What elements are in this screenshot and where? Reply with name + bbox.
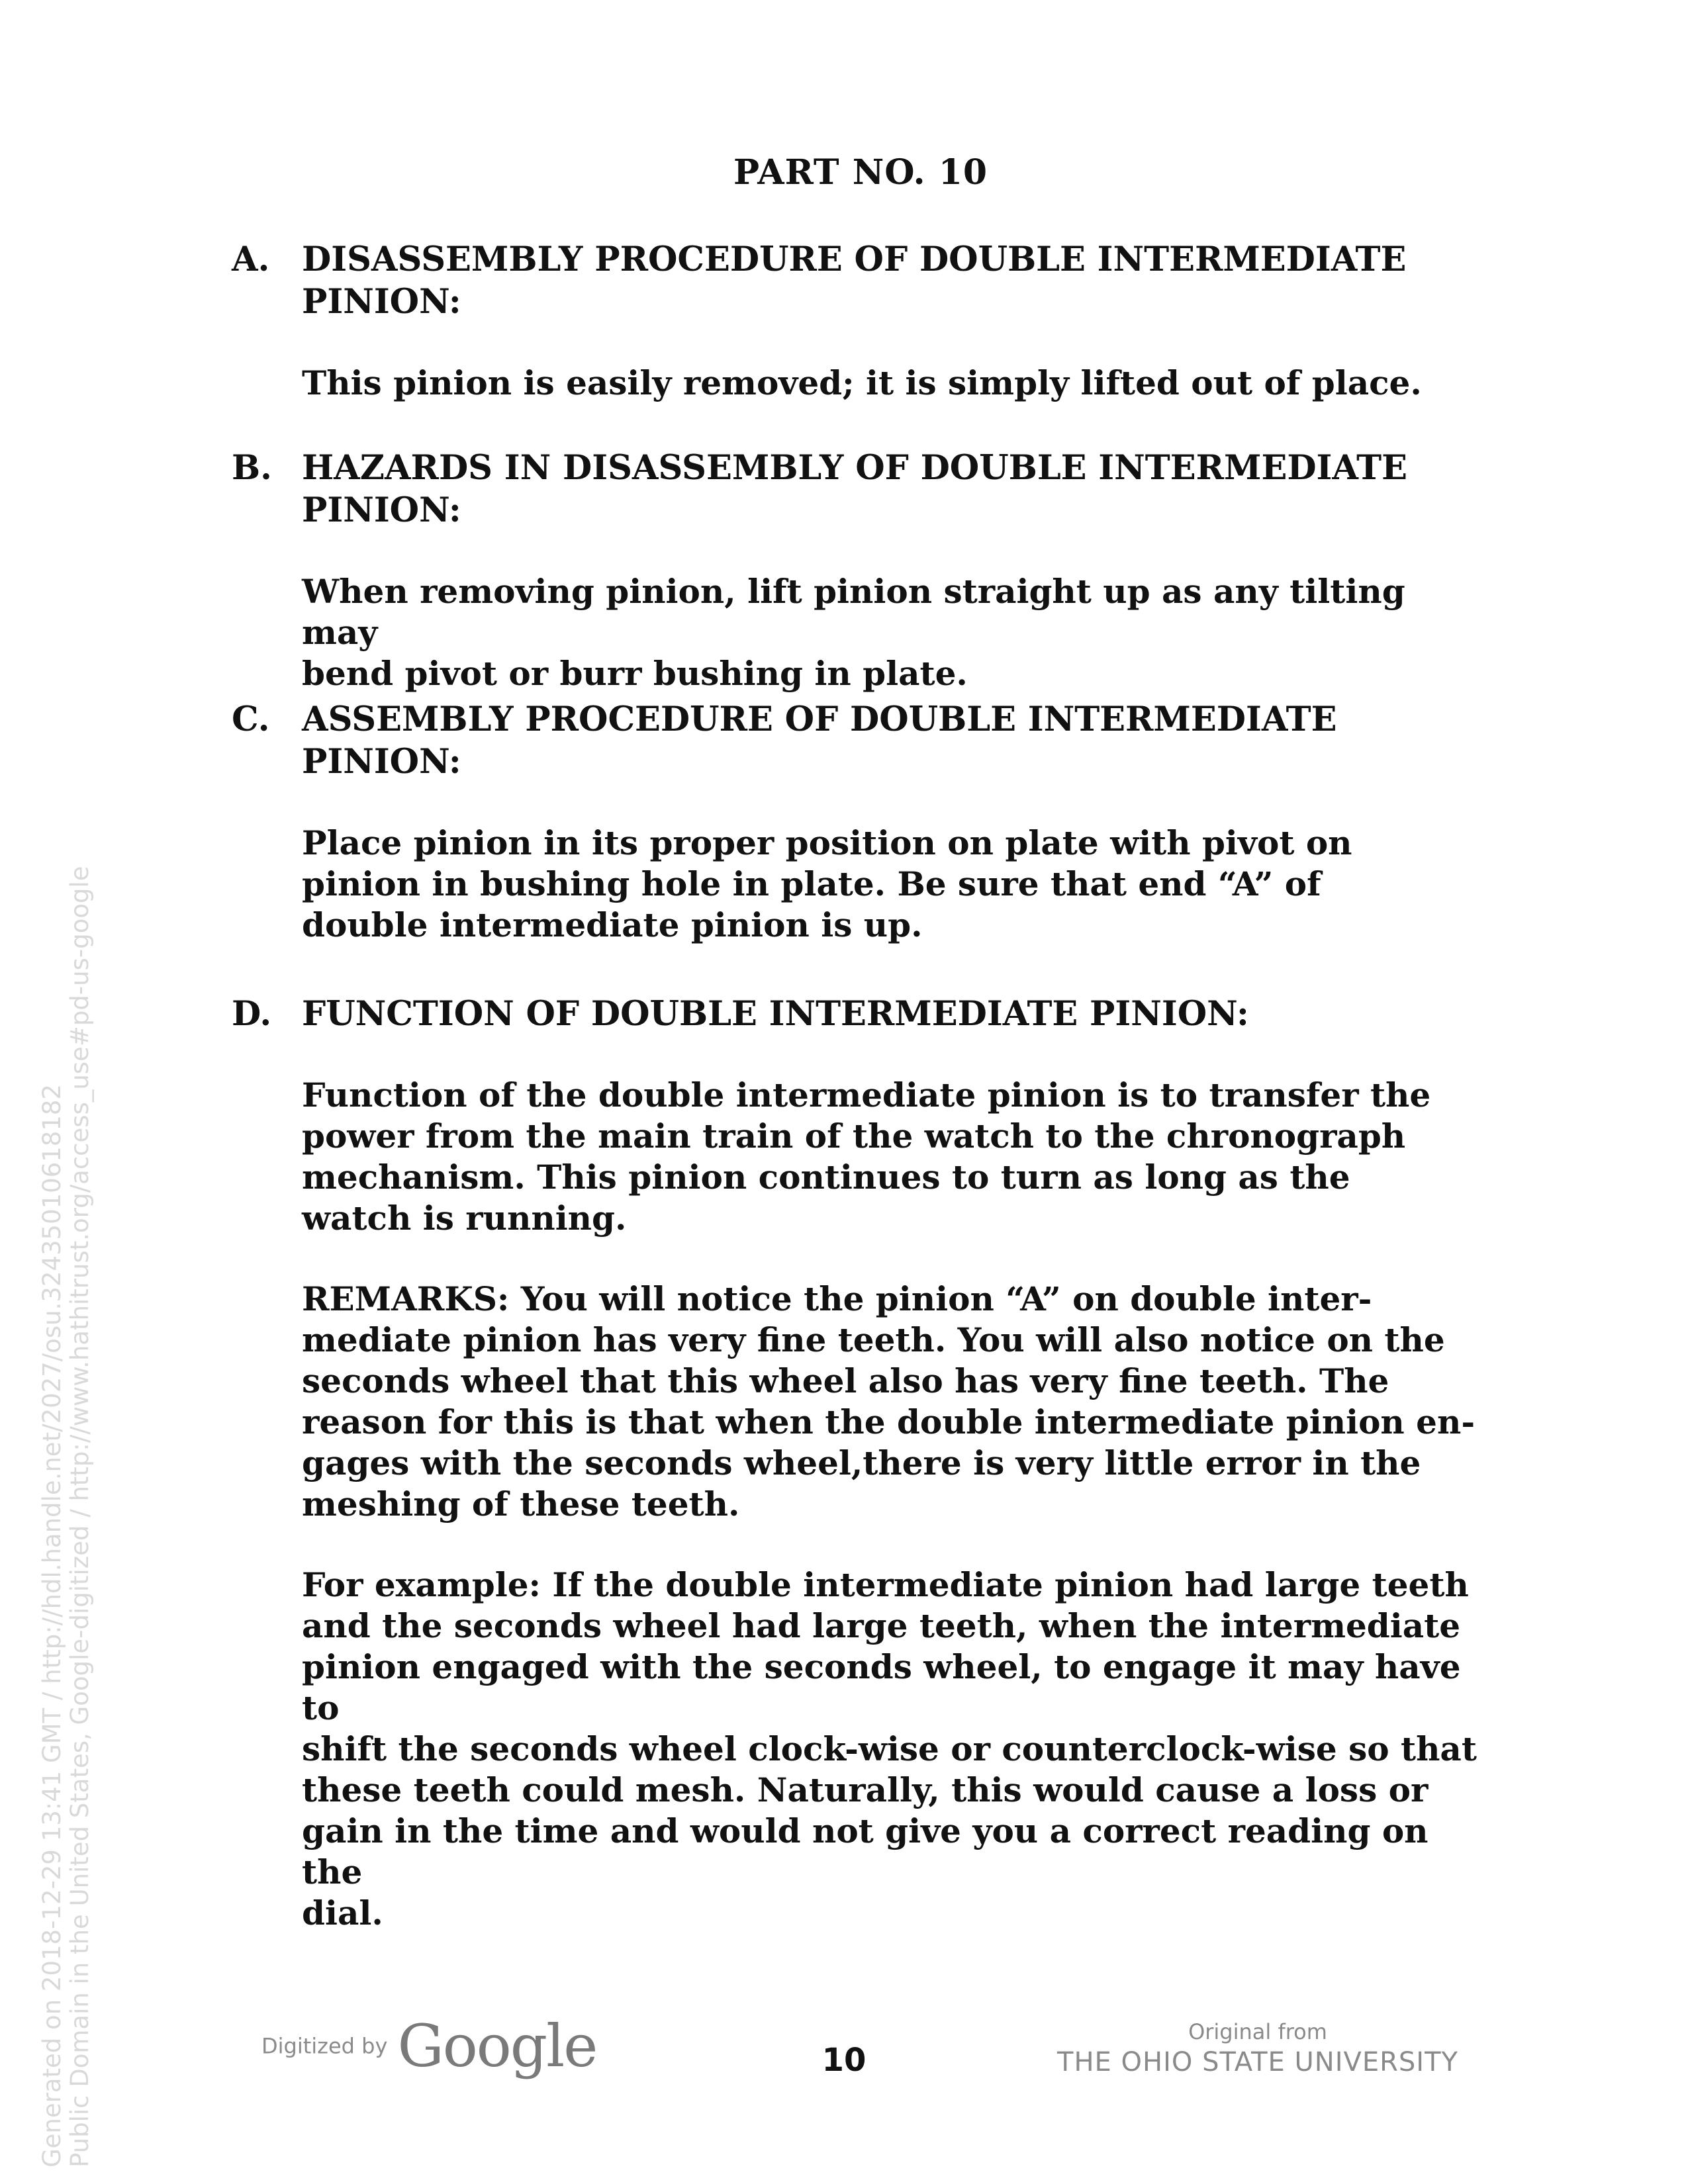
section-a-letter: A. (232, 240, 270, 279)
section-a-heading (232, 238, 1489, 323)
section-a-paragraph-1: This pinion is easily removed; it is simply lifted out of place. (302, 363, 1422, 402)
digitized-by-label: Digitized by (261, 2033, 388, 2059)
section-d-paragraph-1: Function of the double intermediate pinion is to transfer the power from the main train of the watch to the chronograph mechanism. This pinion continues to turn as long as the watch is running. (302, 1075, 1431, 1238)
watermark-line-1: Generated on 2018-12-29 13:41 GMT / http://hdl.handle.net/2027/osu.32435010618182 (38, 1084, 66, 2167)
section-c (232, 698, 1489, 946)
section-d-heading (232, 993, 1489, 1035)
section-c-letter: C. (232, 700, 270, 739)
watermark-line-2: Public Domain in the United States, Google-digitized / http://www.hathitrust.org/access_use#pd-us-google (66, 866, 94, 2167)
section-c-heading-text: ASSEMBLY PROCEDURE OF DOUBLE INTERMEDIATE PINION: (302, 700, 1337, 782)
section-d-example-paragraph: For example: If the double intermediate pinion had large teeth and the seconds wheel had large teeth, when the intermediate pinion engaged with the seconds wheel, to engage it may have to shift the seconds wheel clock-wise or counterclock-wise so that these teeth could mesh. Naturally, this would cause a loss or gain in the time and would not give you a correct reading on the dial. (302, 1565, 1477, 1933)
original-source (1026, 2019, 1489, 2079)
section-d-heading-text: FUNCTION OF DOUBLE INTERMEDIATE PINION: (302, 994, 1249, 1034)
section-b-heading (232, 447, 1489, 531)
section-c-heading (232, 698, 1489, 783)
page-number: 10 (821, 2042, 867, 2079)
digitized-by-google (261, 2012, 596, 2080)
page-title: PART NO. 10 (733, 152, 988, 193)
hathitrust-watermark (38, 866, 94, 2167)
section-b-letter: B. (232, 448, 272, 488)
google-logo: Google (397, 2012, 597, 2080)
section-d-letter: D. (232, 994, 272, 1034)
section-b (232, 447, 1489, 694)
university-name: THE OHIO STATE UNIVERSITY (1057, 2047, 1458, 2077)
section-b-heading-text: HAZARDS IN DISASSEMBLY OF DOUBLE INTERMEDIATE PINION: (302, 448, 1408, 530)
section-d-remarks-paragraph: REMARKS: You will notice the pinion “A” on double inter- mediate pinion has very fine teeth. You will also notice on the seconds wheel that this wheel also has very fine teeth. The reason for this is that when the double intermediate pinion en- gages with the seconds wheel,there is very little error in the meshing of these teeth. (302, 1279, 1476, 1524)
section-a (232, 238, 1489, 404)
section-d (232, 993, 1489, 1934)
original-from-label: Original from (1188, 2019, 1327, 2044)
section-c-paragraph-1: Place pinion in its proper position on plate with pivot on pinion in bushing hole in plate. Be sure that end “A” of double intermediate pinion is up. (302, 823, 1352, 944)
section-b-paragraph-1: When removing pinion, lift pinion straight up as any tilting may bend pivot or burr bushing in plate. (302, 572, 1405, 693)
section-a-heading-text: DISASSEMBLY PROCEDURE OF DOUBLE INTERMEDIATE PINION: (302, 240, 1407, 322)
